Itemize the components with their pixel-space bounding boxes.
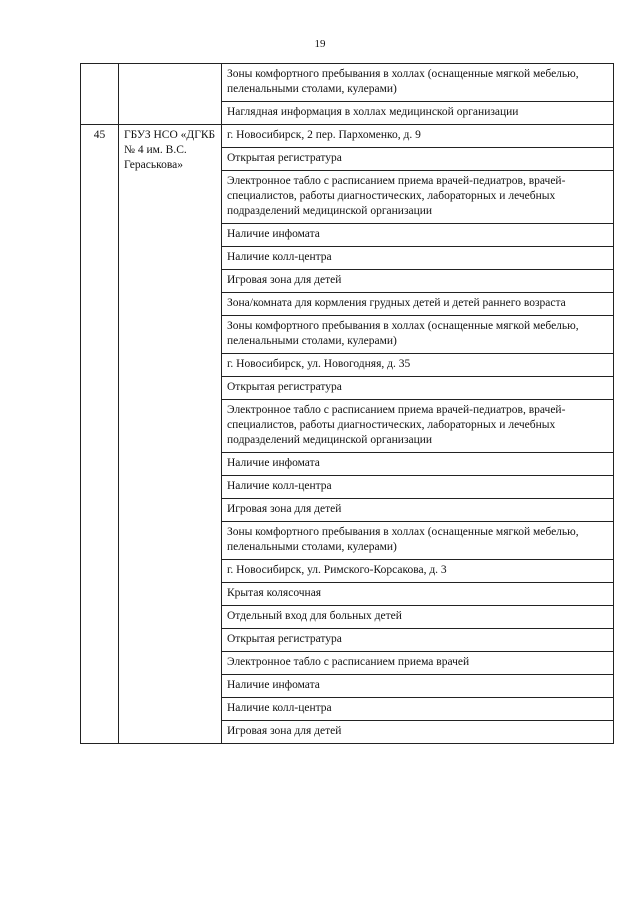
feature-cell: Наличие инфомата — [222, 224, 614, 247]
feature-cell: Электронное табло с расписанием приема врачей — [222, 652, 614, 675]
organization-cell — [119, 64, 222, 125]
table-body — [81, 64, 614, 744]
feature-cell: Открытая регистратура — [222, 377, 614, 400]
feature-cell: Электронное табло с расписанием приема врачей-педиатров, врачей-специалистов, работы диагностических, лабораторных и лечебных подразделений медицинской организации — [222, 171, 614, 224]
feature-cell: Открытая регистратура — [222, 148, 614, 171]
feature-cell: г. Новосибирск, ул. Новогодняя, д. 35 — [222, 354, 614, 377]
feature-cell: Наличие колл-центра — [222, 698, 614, 721]
row-number-cell: 45 — [81, 125, 119, 744]
feature-cell: Крытая колясочная — [222, 583, 614, 606]
table-row — [81, 64, 614, 102]
feature-cell: г. Новосибирск, 2 пер. Пархоменко, д. 9 — [222, 125, 614, 148]
feature-cell: Наличие колл-центра — [222, 247, 614, 270]
row-number-cell — [81, 64, 119, 125]
organization-cell: ГБУЗ НСО «ДГКБ № 4 им. В.С. Гераськова» — [119, 125, 222, 744]
feature-cell: г. Новосибирск, ул. Римского-Корсакова, д. 3 — [222, 560, 614, 583]
feature-cell: Игровая зона для детей — [222, 270, 614, 293]
facilities-table — [80, 63, 614, 744]
page-number: 19 — [314, 38, 326, 50]
feature-cell: Зоны комфортного пребывания в холлах (оснащенные мягкой мебелью, пеленальными столами, кулерами) — [222, 522, 614, 560]
feature-cell: Наличие инфомата — [222, 453, 614, 476]
feature-cell: Наличие колл-центра — [222, 476, 614, 499]
feature-cell: Отдельный вход для больных детей — [222, 606, 614, 629]
table-row — [81, 125, 614, 148]
feature-cell: Электронное табло с расписанием приема врачей-педиатров, врачей-специалистов, работы диагностических, лабораторных и лечебных подразделений медицинской организации — [222, 400, 614, 453]
feature-cell: Зоны комфортного пребывания в холлах (оснащенные мягкой мебелью, пеленальными столами, кулерами) — [222, 64, 614, 102]
feature-cell: Игровая зона для детей — [222, 721, 614, 744]
feature-cell: Игровая зона для детей — [222, 499, 614, 522]
feature-cell: Зона/комната для кормления грудных детей и детей раннего возраста — [222, 293, 614, 316]
feature-cell: Зоны комфортного пребывания в холлах (оснащенные мягкой мебелью, пеленальными столами, кулерами) — [222, 316, 614, 354]
feature-cell: Наличие инфомата — [222, 675, 614, 698]
feature-cell: Открытая регистратура — [222, 629, 614, 652]
feature-cell: Наглядная информация в холлах медицинской организации — [222, 102, 614, 125]
